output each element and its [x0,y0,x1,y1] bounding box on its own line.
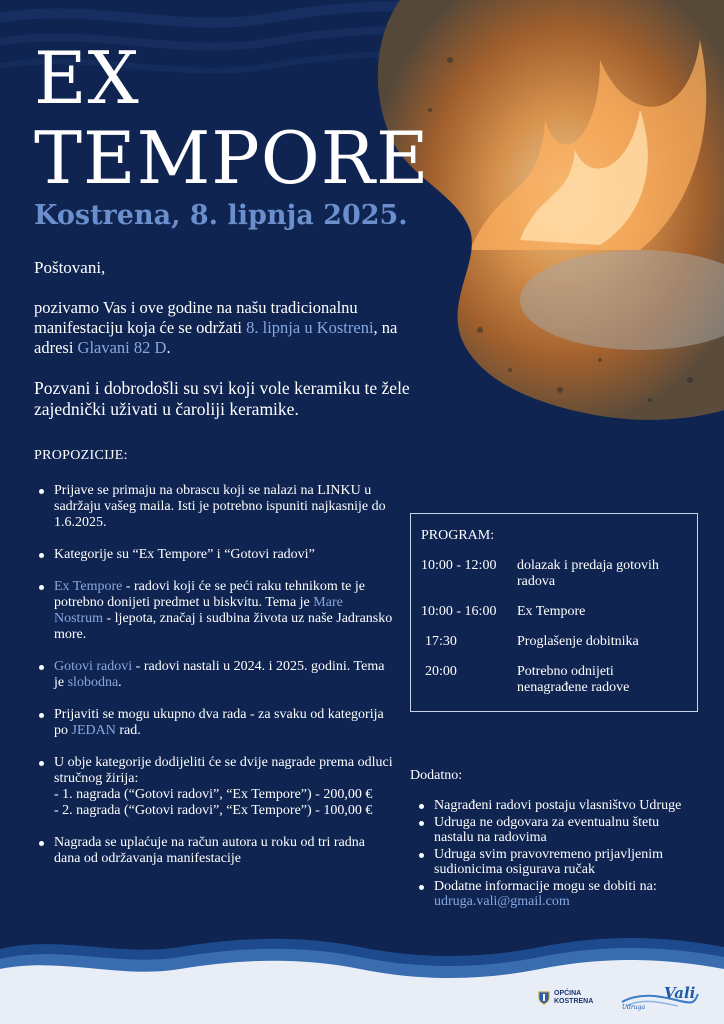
jedan-highlight: JEDAN [71,723,116,738]
program-time: 17:30 [425,634,457,649]
vali-small-text: Udruga [622,1004,646,1011]
propozicije-item: Kategorije su “Ex Tempore” i “Gotovi radovi” [34,547,394,563]
item-text-2: . [118,675,122,690]
program-desc: dolazak i predaja gotovih radova [517,558,659,589]
dodatno-item: Udruga ne odgovara za eventualnu štetu nastalu na radovima [410,815,700,846]
theme-slobodna: slobodna [67,675,119,690]
invitation-text: pozivamo Vas i ove godine na našu tradicionalnu manifestaciju koja će se održati [34,298,358,337]
event-date-highlight: 8. lipnja u Kostreni [246,318,374,337]
program-desc: Potrebno odnijeti nenagrađene radove [517,664,630,695]
propozicije-item [34,579,394,643]
item-text-2: - ljepota, značaj i sudbina života uz naše Jadransko more. [54,611,393,642]
footer-waves [0,935,724,1024]
intro-text [34,258,424,440]
program-row [421,558,687,590]
item-text-2: rad. [115,723,141,738]
propozicije-heading: PROPOZICIJE: [34,448,128,463]
item-text: U obje kategorije dodijeliti će se dvije nagrade prema odluci stručnog žirija: [54,755,393,786]
program-row [421,664,687,696]
program-desc: Ex Tempore [517,604,586,619]
category-gotovi-radovi: Gotovi radovi [54,659,133,674]
greeting: Poštovani, [34,258,106,277]
dodatno-list [410,798,700,911]
dodatno-heading: Dodatno: [410,768,463,783]
item-text: - radovi nastali u 2024. i 2025. godini. Tema je [54,659,385,690]
propozicije-item: Nagrada se uplaćuje na račun autora u roku od tri radna dana od održavanja manifestacije [34,835,394,867]
address-highlight: Glavani 82 D [77,338,167,357]
propozicije-item [34,707,394,739]
title-line-1: EX [34,36,140,120]
program-desc: Proglašenje dobitnika [517,634,639,649]
opcina-kostrena-logo [538,990,593,1006]
opcina-line1: OPĆINA [554,990,582,997]
first-prize: - 1. nagrada (“Gotovi radovi”, “Ex Tempore”) - 200,00 € [54,787,373,802]
welcome-paragraph: Pozvani i dobrodošli su svi koji vole keramiku te žele zajednički uživati u čaroliji keramike. [34,378,410,419]
theme-mare-nostrum: Mare Nostrum [54,595,343,626]
dodatno-item: Udruga svim pravovremeno prijavljenim sudionicima osigurava ručak [410,847,700,878]
propozicije-item [34,659,394,691]
invitation-text-2: , na adresi [34,318,398,357]
program-row [421,604,687,620]
invitation-text-3: . [166,338,171,357]
item-text: - radovi koji će se peći raku tehnikom te je potrebno donijeti predmet u biskvitu. Tema je [54,579,365,610]
category-ex-tempore: Ex Tempore [54,579,123,594]
event-title [34,38,430,198]
program-box [410,513,698,712]
event-date-location: Kostrena, 8. lipnja 2025. [34,200,408,231]
dodatno-item: Nagrađeni radovi postaju vlasništvo Udruge [410,798,700,814]
contact-text: Dodatne informacije mogu se dobiti na: [434,878,657,894]
program-row [421,634,687,650]
program-heading: PROGRAM: [421,528,495,543]
coat-of-arms-icon [538,991,550,1005]
program-time: 10:00 - 12:00 [421,558,497,573]
dodatno-item [410,879,700,910]
invitation-paragraph [34,298,424,358]
udruga-vali-logo [620,982,700,1016]
item-text: Prijaviti se mogu ukupno dva rada - za svaku od kategorija po [54,707,384,738]
second-prize: - 2. nagrada (“Gotovi radovi”, “Ex Tempore”) - 100,00 € [54,803,373,818]
propozicije-item: Prijave se primaju na obrascu koji se nalazi na LINKU u sadržaju vašeg maila. Isti je potrebno ispuniti najkasnije do 1.6.2025. [34,483,394,531]
vali-wordmark: Vali [664,984,696,1002]
program-time: 20:00 [425,664,457,679]
contact-email-link[interactable]: udruga.vali@gmail.com [434,894,570,909]
propozicije-item [34,755,394,819]
opcina-line2: KOSTRENA [554,998,594,1005]
propozicije-list [34,483,394,883]
title-line-2: TEMPORE [34,116,430,200]
program-time: 10:00 - 16:00 [421,604,497,619]
opcina-logo-text [554,990,593,1006]
